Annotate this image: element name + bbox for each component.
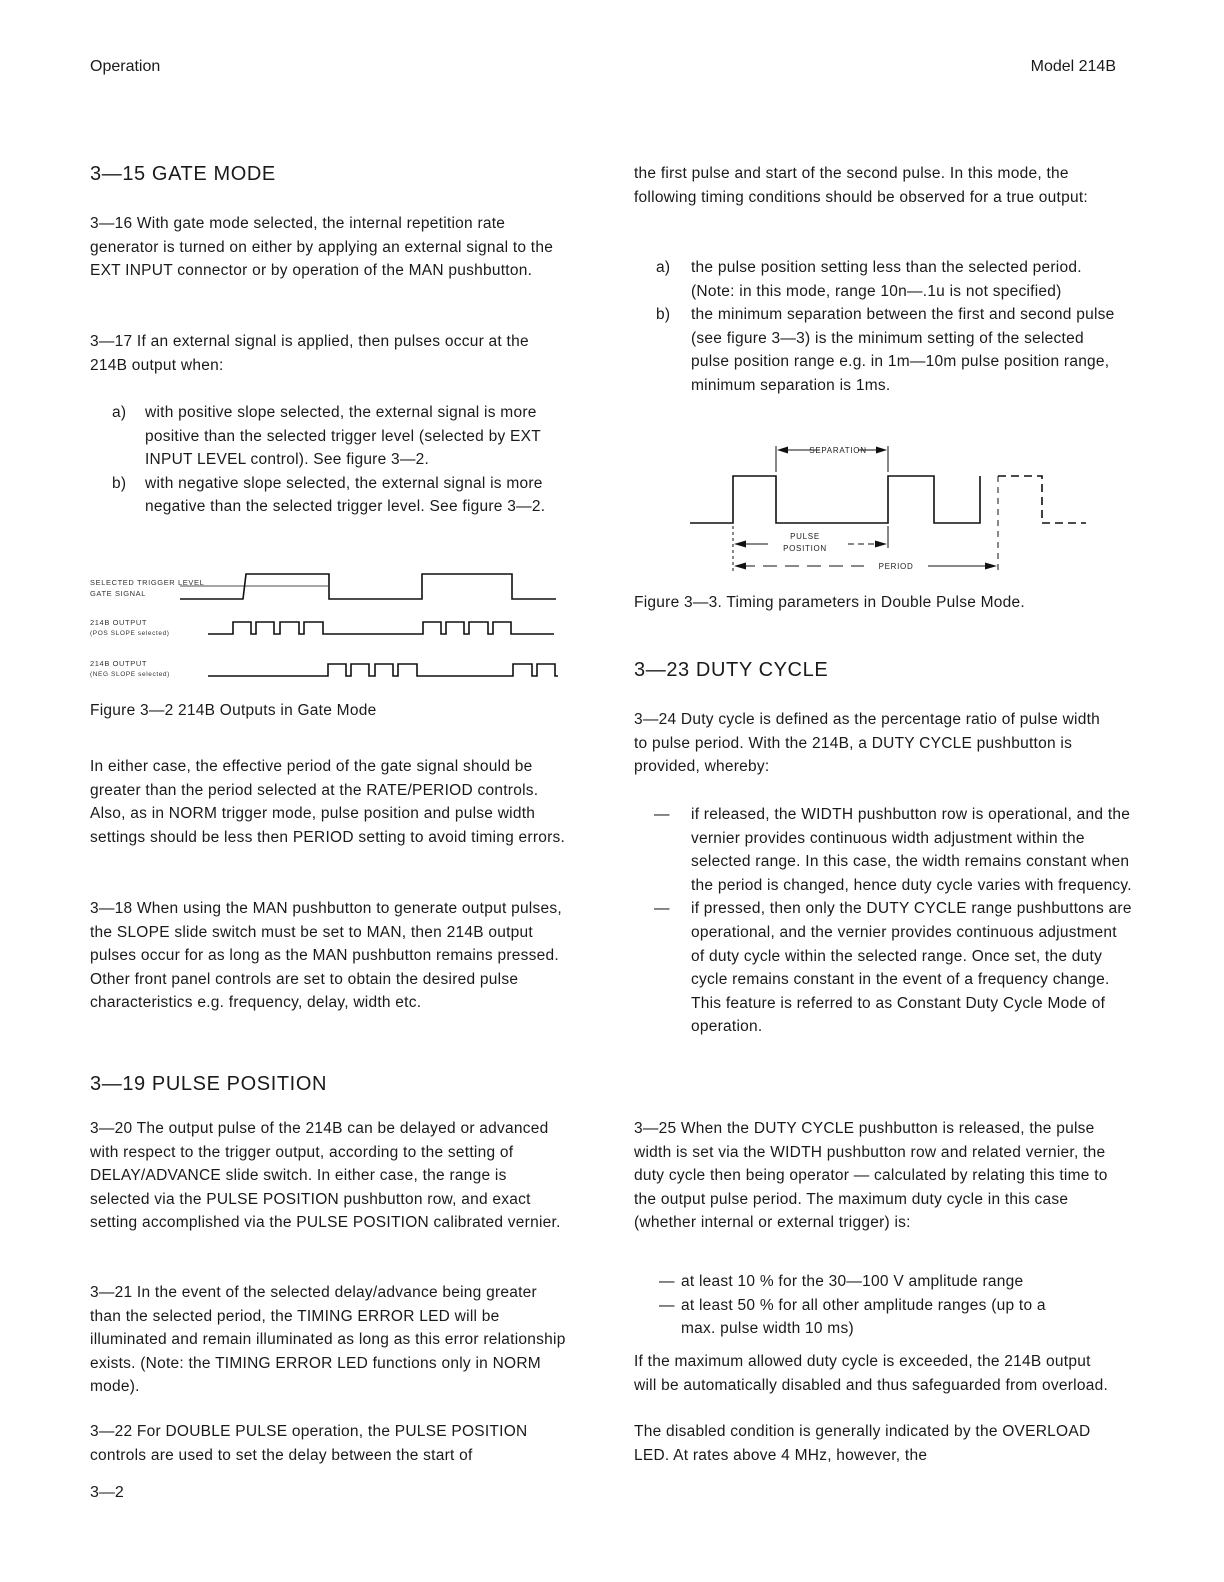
fig32-row2-label2: (POS SLOPE selected): [90, 630, 170, 637]
figure-3-2-caption: Figure 3—2 214B Outputs in Gate Mode: [90, 702, 377, 719]
list-item: [654, 897, 1132, 1039]
list-item: [659, 1294, 1079, 1341]
paragraph-disabled-condition: The disabled condition is generally indicated by the OVERLOAD LED. At rates above 4 MHz, however, the: [634, 1423, 1091, 1464]
list-item-label: —: [659, 1273, 675, 1290]
paragraph-either-case: In either case, the effective period of the gate signal should be greater than the period selected at the RATE/PERIOD controls. Also, as in NORM trigger mode, pulse position and pulse width settings should be less then PERIOD setting to avoid timing errors.: [90, 758, 566, 846]
list-item-text: with positive slope selected, the external signal is more positive than the selected trigger level (selected by EXT INPUT LEVEL control). See figure 3—2.: [145, 404, 541, 469]
gate-signal-trace: [180, 574, 556, 599]
list-item: [656, 303, 1126, 397]
list-item-label: b): [656, 306, 671, 324]
list-item-text: with negative slope selected, the external signal is more negative than the selected trigger level. See figure 3—2.: [145, 474, 546, 516]
neg-slope-output-trace: [208, 664, 558, 676]
paragraph-exceeded: If the maximum allowed duty cycle is exceeded, the 214B output will be automatically disabled and thus safeguarded from overload.: [634, 1353, 1109, 1394]
period-label: PERIOD: [878, 562, 914, 571]
position-label: POSITION: [783, 544, 827, 553]
separation-label: SEPARATION: [809, 446, 867, 455]
double-pulse-trace: [690, 476, 980, 523]
header-model-label: Model 214B: [1030, 58, 1116, 75]
paragraph-3-18: 3—18 When using the MAN pushbutton to generate output pulses, the SLOPE slide switch must be set to MAN, then 214B output pulses occur for as long as the MAN pushbutton remains pressed. Other front panel controls are set to obtain the desired pulse characteristics e.g. frequency, delay, width etc.: [90, 900, 562, 1012]
list-item: [654, 803, 1132, 897]
figure-3-3-timing-diagram: [688, 436, 1092, 578]
fig32-row1-label2: GATE SIGNAL: [90, 589, 147, 598]
paragraph-3-22: 3—22 For DOUBLE PULSE operation, the PULSE POSITION controls are used to set the delay between the start of: [90, 1423, 528, 1464]
fig32-row2-label1: 214B OUTPUT: [90, 618, 148, 627]
pulse-label: PULSE: [790, 532, 820, 541]
figure-3-2-waveforms: [88, 566, 576, 686]
list-item-label: —: [659, 1296, 675, 1314]
list-item-label: —: [654, 806, 670, 823]
paragraph-3-16: 3—16 With gate mode selected, the internal repetition rate generator is turned on either by applying an external signal to the EXT INPUT connector or by operation of the MAN pushbutton.: [90, 215, 554, 280]
paragraph-3-21: 3—21 In the event of the selected delay/advance being greater than the selected period, the TIMING ERROR LED will be illuminated and remain illuminated as long as this error relationship exists. (Note: the TIMING ERROR LED functions only in NORM mode).: [90, 1284, 566, 1396]
list-item-label: a): [656, 259, 671, 276]
list-item: [659, 1270, 1119, 1294]
fig32-row1-label1: SELECTED TRIGGER LEVEL: [90, 578, 205, 587]
list-item-text: if released, the WIDTH pushbutton row is operational, and the vernier provides continuous width adjustment within the selected range. In this case, the width remains constant when the period is changed, hence duty cycle varies with frequency.: [691, 806, 1132, 894]
list-item-text: the minimum separation between the first and second pulse (see figure 3—3) is the minimum setting of the selected pulse position range e.g. in 1m—10m pulse position range, minimum separation is 1ms.: [691, 306, 1115, 394]
paragraph-3-17: 3—17 If an external signal is applied, then pulses occur at the 214B output when:: [90, 333, 529, 374]
list-item-text: at least 50 % for all other amplitude ranges (up to a max. pulse width 10 ms): [681, 1296, 1046, 1338]
next-pulse-dashed-trace: [998, 476, 1086, 523]
list-item-text: the pulse position setting less than the selected period. (Note: in this mode, range 10n—.1u is not specified): [691, 259, 1082, 300]
list-item: [656, 256, 1126, 303]
list-timing-conditions: [656, 256, 1126, 398]
paragraph-3-25: 3—25 When the DUTY CYCLE pushbutton is released, the pulse width is set via the WIDTH pushbutton row and related vernier, the duty cycle then being operator — calculated by relating this time to the output pulse period. The maximum duty cycle in this case (whether internal or external trigger) is:: [634, 1120, 1108, 1232]
list-item: [112, 472, 572, 519]
list-item-label: b): [112, 474, 127, 492]
section-3-19-title: 3—19 PULSE POSITION: [90, 1073, 328, 1095]
list-duty-cycle-modes: [654, 803, 1132, 1039]
list-item-label: —: [654, 900, 670, 918]
header-section-label: Operation: [90, 58, 161, 75]
list-max-duty-cycle: [659, 1270, 1119, 1341]
section-3-15-title: 3—15 GATE MODE: [90, 163, 276, 185]
paragraph-3-24: 3—24 Duty cycle is defined as the percentage ratio of pulse width to pulse period. With the 214B, a DUTY CYCLE pushbutton is provided, whereby:: [634, 711, 1101, 776]
list-3-17: [112, 401, 572, 519]
list-item: [112, 401, 572, 472]
list-item-text: if pressed, then only the DUTY CYCLE range pushbuttons are operational, and the vernier provides continuous adjustment of duty cycle within the selected range. Once set, the duty cycle remains constant in the event of a frequency change. This feature is referred to as Constant Duty Cycle Mode of operation.: [691, 900, 1132, 1036]
list-item-text: at least 10 % for the 30—100 V amplitude range: [681, 1273, 1024, 1290]
pos-slope-output-trace: [208, 622, 554, 634]
section-3-23-title: 3—23 DUTY CYCLE: [634, 659, 829, 681]
page-number: 3—2: [90, 1484, 124, 1501]
list-item-label: a): [112, 404, 127, 421]
fig32-row3-label1: 214B OUTPUT: [90, 659, 148, 668]
figure-3-3-caption: Figure 3—3. Timing parameters in Double Pulse Mode.: [634, 594, 1025, 611]
paragraph-continuation: the first pulse and start of the second pulse. In this mode, the following timing conditions should be observed for a true output:: [634, 165, 1088, 206]
fig32-row3-label2: (NEG SLOPE selected): [90, 671, 170, 678]
paragraph-3-20: 3—20 The output pulse of the 214B can be delayed or advanced with respect to the trigger output, according to the setting of DELAY/ADVANCE slide switch. In either case, the range is selected via the PULSE POSITION pushbutton row, and exact setting accomplished via the PULSE POSITION calibrated vernier.: [90, 1120, 561, 1232]
